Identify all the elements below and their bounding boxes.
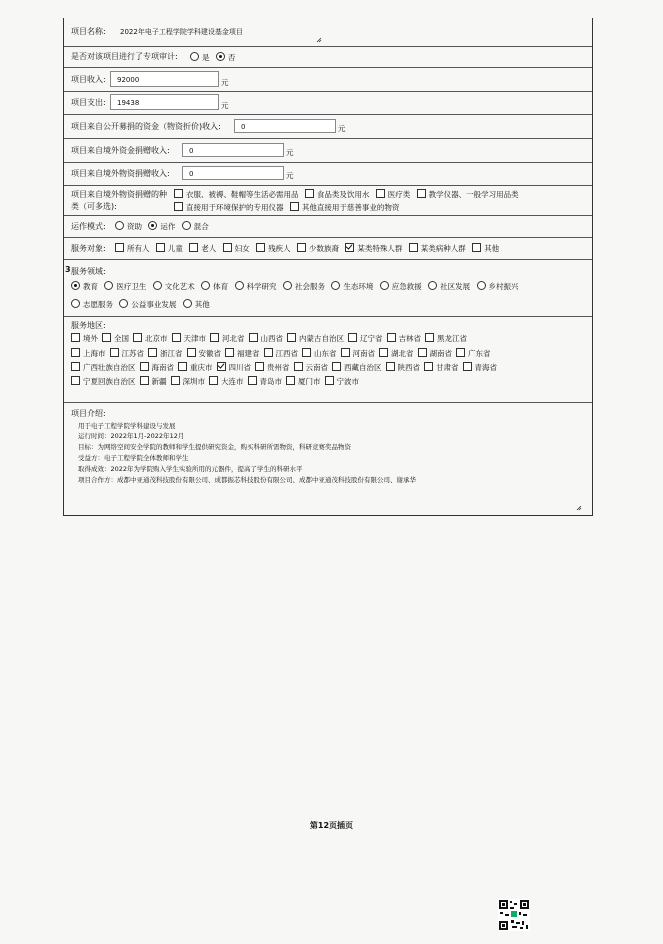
radio-icon [183, 299, 192, 308]
radio-icon [235, 281, 244, 290]
checkbox-icon [287, 333, 296, 342]
region-option[interactable] [463, 362, 498, 373]
radio-icon [71, 299, 80, 308]
checkbox-icon [286, 376, 295, 385]
option-label: 社区发展 [440, 282, 471, 291]
checkbox-icon [71, 376, 80, 385]
foreign-fund-label: 项目来自境外资金捐赠收入: [71, 146, 170, 155]
option-label: 江西省 [275, 349, 298, 358]
side-number: 3 [65, 265, 71, 274]
goods-option-other[interactable] [290, 202, 400, 213]
mode-label: 运作模式: [71, 222, 106, 231]
region-option[interactable] [102, 333, 129, 344]
option-label: 内蒙古自治区 [299, 334, 344, 343]
option-label: 江苏省 [121, 349, 144, 358]
checkbox-icon [133, 333, 142, 342]
mode-option-operate[interactable] [148, 221, 175, 232]
region-option[interactable] [264, 348, 299, 359]
option-label: 境外 [83, 334, 98, 343]
region-option[interactable] [71, 376, 136, 387]
audit-label: 是否对该项目进行了专项审计: [71, 52, 178, 61]
region-option[interactable] [341, 348, 376, 359]
resize-handle-icon[interactable] [576, 505, 582, 511]
option-label: 重庆市 [190, 363, 213, 372]
option-label: 文化艺术 [164, 282, 195, 291]
option-label: 其他 [484, 244, 500, 253]
region-option[interactable] [294, 362, 329, 373]
checkbox-icon [425, 333, 434, 342]
income-input[interactable]: 92000 [110, 71, 219, 87]
option-label: 少数族裔 [308, 244, 339, 253]
region-option[interactable] [424, 362, 459, 373]
checkbox-icon [156, 243, 165, 252]
region-option[interactable] [387, 333, 422, 344]
option-label: 青海省 [474, 363, 497, 372]
row-foreign-fund [64, 138, 592, 163]
checkbox-icon [225, 348, 234, 357]
region-option[interactable] [249, 333, 284, 344]
intro-line: 运行时间：2022年1月-2022年12月 [78, 432, 185, 440]
row-audit [64, 46, 592, 68]
option-label: 云南省 [305, 363, 328, 372]
option-label: 医疗卫生 [116, 282, 147, 291]
checkbox-icon [71, 333, 80, 342]
field-option-community[interactable] [428, 281, 470, 292]
foreign-goods-input[interactable]: 0 [182, 166, 284, 180]
checkbox-icon [256, 243, 265, 252]
checkbox-icon [174, 202, 183, 211]
checkbox-icon [172, 333, 181, 342]
expense-unit: 元 [221, 101, 229, 110]
checkbox-icon [249, 333, 258, 342]
checkbox-icon [71, 362, 80, 371]
region-option[interactable] [418, 348, 453, 359]
option-label: 残疾人 [268, 244, 291, 253]
option-label: 乡村振兴 [488, 282, 519, 291]
option-label: 公益事业发展 [131, 300, 177, 309]
checkbox-icon [187, 348, 196, 357]
target-option-women[interactable] [223, 243, 250, 254]
public-fund-label: 项目来自公开募捐的资金（物资折价)收入: [71, 122, 221, 131]
option-label: 资助 [127, 222, 142, 231]
region-option[interactable] [148, 348, 183, 359]
radio-selected-icon [148, 221, 157, 230]
region-option[interactable] [332, 362, 382, 373]
option-label: 食品类及饮用水 [316, 190, 370, 199]
field-option-research[interactable] [235, 281, 277, 292]
region-option[interactable] [140, 362, 175, 373]
foreign-goods-label: 项目来自境外物资捐赠收入: [71, 169, 170, 178]
option-label: 衣服、被褥、鞋帽等生活必需用品 [186, 190, 299, 199]
field-option-rescue[interactable] [380, 281, 422, 292]
region-option[interactable] [302, 348, 337, 359]
option-label: 河北省 [222, 334, 245, 343]
option-label: 宁波市 [336, 377, 359, 386]
region-option[interactable] [187, 348, 222, 359]
target-option-children[interactable] [156, 243, 183, 254]
mode-option-fund[interactable] [115, 221, 142, 232]
option-label: 科学研究 [246, 282, 277, 291]
option-label: 所有人 [127, 244, 150, 253]
goods-option-teaching[interactable] [417, 189, 519, 200]
goods-type-options-line1 [174, 189, 586, 200]
field-option-other[interactable] [183, 299, 210, 310]
region-option[interactable] [209, 376, 244, 387]
checkbox-icon [302, 348, 311, 357]
radio-selected-icon [216, 52, 225, 61]
checkbox-icon [178, 362, 187, 371]
row-foreign-goods [64, 162, 592, 186]
option-label: 某类病种人群 [420, 244, 466, 253]
option-label: 深圳市 [182, 377, 205, 386]
project-name-field[interactable]: 2022年电子工程学院学科建设基金项目 [120, 28, 243, 36]
option-label: 浙江省 [160, 349, 183, 358]
intro-label: 项目介绍: [71, 409, 106, 418]
region-option[interactable] [456, 348, 491, 359]
income-unit: 元 [221, 78, 229, 87]
checkbox-icon [171, 376, 180, 385]
option-label: 直接用于环境保护的专用仪器 [186, 203, 284, 212]
row-expense [64, 91, 592, 115]
intro-line: 项目合作方：成都中亚通茂科技股份有限公司、成都振芯科技股份有限公司、成都中亚通茂科技股份有限公司、谢承华 [78, 476, 416, 484]
radio-icon [182, 221, 191, 230]
field-option-education[interactable] [71, 281, 98, 292]
field-option-culture[interactable] [153, 281, 195, 292]
field-label: 服务领域: [71, 267, 106, 276]
intro-line: 用于电子工程学院学科建设与发展 [78, 422, 176, 430]
checkbox-icon [294, 362, 303, 371]
field-option-social[interactable] [283, 281, 325, 292]
mode-options [115, 221, 586, 232]
target-option-all[interactable] [115, 243, 150, 254]
option-label: 教学仪器、一般学习用品类 [428, 190, 519, 199]
region-option[interactable] [225, 348, 260, 359]
option-label: 某类特殊人群 [357, 244, 403, 253]
option-label: 辽宁省 [360, 334, 383, 343]
region-option[interactable] [171, 376, 206, 387]
row-target [64, 237, 592, 260]
option-label: 贵州省 [267, 363, 290, 372]
expense-input[interactable]: 19438 [110, 94, 219, 110]
checkbox-icon [148, 348, 157, 357]
field-option-rural[interactable] [477, 281, 519, 292]
row-public-fund [64, 114, 592, 139]
checkbox-icon [223, 243, 232, 252]
field-option-medical[interactable] [104, 281, 146, 292]
audit-option-no[interactable] [216, 52, 236, 63]
option-label: 厦门市 [298, 377, 321, 386]
region-option[interactable] [386, 362, 421, 373]
option-label: 否 [227, 53, 236, 62]
foreign-fund-input[interactable]: 0 [182, 143, 284, 157]
checkbox-icon [418, 348, 427, 357]
region-option[interactable] [71, 362, 136, 373]
mode-option-mixed[interactable] [182, 221, 209, 232]
row-intro [64, 402, 592, 515]
option-label: 山东省 [314, 349, 337, 358]
checkbox-checked-icon [345, 243, 354, 252]
option-label: 医疗类 [387, 190, 411, 199]
row-project-name [64, 18, 592, 47]
option-label: 应急救援 [391, 282, 422, 291]
checkbox-icon [140, 362, 149, 371]
region-option[interactable] [71, 333, 98, 344]
option-label: 体育 [213, 282, 229, 291]
region-option[interactable] [325, 376, 360, 387]
option-label: 北京市 [145, 334, 168, 343]
row-income [64, 67, 592, 92]
checkbox-icon [110, 348, 119, 357]
option-label: 其他直接用于慈善事业的物资 [301, 203, 400, 212]
intro-line: 受益方：电子工程学院全体教师和学生 [78, 454, 189, 462]
checkbox-icon [424, 362, 433, 371]
radio-icon [380, 281, 389, 290]
region-option[interactable] [348, 333, 383, 344]
option-label: 老人 [201, 244, 217, 253]
region-option[interactable] [110, 348, 145, 359]
row-region [64, 316, 592, 403]
checkbox-icon [387, 333, 396, 342]
checkbox-icon [348, 333, 357, 342]
option-label: 上海市 [83, 349, 106, 358]
region-option[interactable] [248, 376, 283, 387]
project-name-label: 项目名称: [71, 27, 106, 36]
option-label: 湖北省 [391, 349, 414, 358]
option-label: 西藏自治区 [344, 363, 382, 372]
goods-type-options-line2 [174, 202, 586, 213]
region-options-line3 [71, 362, 586, 373]
foreign-goods-unit: 元 [286, 171, 294, 180]
checkbox-icon [174, 189, 183, 198]
intro-line: 目标：为网络空间安全学院的教师和学生提供研究资金，购买科研所需物资，科研竞赛奖品物资 [78, 443, 351, 451]
intro-line: 取得成效：2022年为学院购入学生实验所用的元器件，提高了学生的科研水平 [78, 465, 303, 473]
checkbox-icon [456, 348, 465, 357]
region-option[interactable] [287, 333, 344, 344]
option-label: 混合 [193, 222, 209, 231]
checkbox-icon [189, 243, 198, 252]
region-option[interactable] [133, 333, 168, 344]
audit-options [190, 52, 586, 63]
expense-label: 项目支出: [71, 98, 106, 107]
field-options-line1 [71, 281, 586, 292]
checkbox-icon [376, 189, 385, 198]
region-option[interactable] [217, 362, 252, 373]
option-label: 教育 [83, 282, 98, 291]
option-label: 天津市 [183, 334, 206, 343]
field-options-line2 [71, 299, 586, 310]
option-label: 妇女 [234, 244, 250, 253]
qr-code-icon [498, 899, 530, 931]
option-label: 广东省 [468, 349, 491, 358]
radio-icon [153, 281, 162, 290]
option-label: 宁夏回族自治区 [83, 377, 136, 386]
checkbox-icon [264, 348, 273, 357]
region-option[interactable] [379, 348, 414, 359]
region-option[interactable] [71, 348, 106, 359]
option-label: 其他 [194, 300, 210, 309]
radio-icon [283, 281, 292, 290]
checkbox-icon [472, 243, 481, 252]
resize-handle-icon[interactable] [316, 37, 322, 43]
goods-option-daily[interactable] [174, 189, 299, 200]
checkbox-icon [305, 189, 314, 198]
option-label: 儿童 [167, 244, 183, 253]
field-option-public-welfare[interactable] [119, 299, 176, 310]
option-label: 社会服务 [294, 282, 325, 291]
checkbox-icon [115, 243, 124, 252]
option-label: 四川省 [228, 363, 251, 372]
goods-type-label-line2: 类（可多选): [71, 202, 117, 211]
public-fund-input[interactable]: 0 [234, 119, 336, 133]
checkbox-icon [386, 362, 395, 371]
checkbox-icon [417, 189, 426, 198]
target-option-disease[interactable] [409, 243, 466, 254]
option-label: 青岛市 [259, 377, 282, 386]
radio-icon [119, 299, 128, 308]
option-label: 福建省 [237, 349, 260, 358]
option-label: 甘肃省 [436, 363, 459, 372]
target-option-minority[interactable] [297, 243, 339, 254]
row-mode [64, 215, 592, 238]
checkbox-icon [332, 362, 341, 371]
option-label: 志愿服务 [83, 300, 113, 309]
option-label: 河南省 [352, 349, 375, 358]
option-label: 山西省 [260, 334, 283, 343]
option-label: 生态环境 [343, 282, 374, 291]
option-label: 新疆 [151, 377, 167, 386]
radio-icon [104, 281, 113, 290]
goods-option-environment[interactable] [174, 202, 284, 213]
checkbox-icon [409, 243, 418, 252]
public-fund-unit: 元 [338, 124, 346, 133]
region-option[interactable] [140, 376, 167, 387]
checkbox-icon [341, 348, 350, 357]
option-label: 安徽省 [198, 349, 221, 358]
option-label: 运作 [160, 222, 176, 231]
option-label: 吉林省 [398, 334, 421, 343]
region-options-line4 [71, 376, 586, 387]
field-option-ecology[interactable] [331, 281, 373, 292]
checkbox-icon [463, 362, 472, 371]
radio-icon [190, 52, 199, 61]
row-goods-type [64, 185, 592, 216]
target-label: 服务对象: [71, 244, 106, 253]
region-options-line2 [71, 348, 586, 359]
region-option[interactable] [425, 333, 467, 344]
radio-icon [477, 281, 486, 290]
target-option-special[interactable] [345, 243, 402, 254]
option-label: 黑龙江省 [437, 334, 467, 343]
checkbox-checked-icon [217, 362, 226, 371]
page-footer: 第12页插页 [309, 821, 354, 830]
checkbox-icon [325, 376, 334, 385]
target-option-disabled[interactable] [256, 243, 291, 254]
radio-icon [331, 281, 340, 290]
field-option-sports[interactable] [201, 281, 228, 292]
goods-type-label-line1: 项目来自境外物资捐赠的种 [71, 190, 167, 199]
income-label: 项目收入: [71, 75, 106, 84]
radio-icon [428, 281, 437, 290]
option-label: 海南省 [151, 363, 174, 372]
option-label: 湖南省 [429, 349, 452, 358]
checkbox-icon [209, 376, 218, 385]
goods-option-medical[interactable] [376, 189, 411, 200]
checkbox-icon [297, 243, 306, 252]
radio-selected-icon [71, 281, 80, 290]
checkbox-icon [379, 348, 388, 357]
region-options-line1 [71, 333, 586, 344]
checkbox-icon [71, 348, 80, 357]
checkbox-icon [140, 376, 149, 385]
target-options [115, 243, 586, 254]
goods-option-food[interactable] [305, 189, 370, 200]
row-field [64, 259, 592, 317]
option-label: 是 [202, 53, 210, 62]
region-label: 服务地区: [71, 321, 106, 330]
region-option[interactable] [178, 362, 213, 373]
target-option-elderly[interactable] [189, 243, 216, 254]
option-label: 全国 [114, 334, 129, 343]
radio-icon [201, 281, 210, 290]
foreign-fund-unit: 元 [286, 148, 294, 157]
option-label: 广西壮族自治区 [83, 363, 136, 372]
checkbox-icon [102, 333, 111, 342]
checkbox-icon [210, 333, 219, 342]
region-option[interactable] [210, 333, 245, 344]
option-label: 陕西省 [397, 363, 420, 372]
region-option[interactable] [172, 333, 207, 344]
region-option[interactable] [286, 376, 321, 387]
checkbox-icon [290, 202, 299, 211]
option-label: 大连市 [221, 377, 244, 386]
target-option-other[interactable] [472, 243, 499, 254]
radio-icon [115, 221, 124, 230]
region-option[interactable] [255, 362, 290, 373]
project-form [63, 18, 593, 516]
checkbox-icon [248, 376, 257, 385]
checkbox-icon [255, 362, 264, 371]
field-option-volunteer[interactable] [71, 299, 113, 310]
audit-option-yes[interactable] [190, 52, 210, 63]
